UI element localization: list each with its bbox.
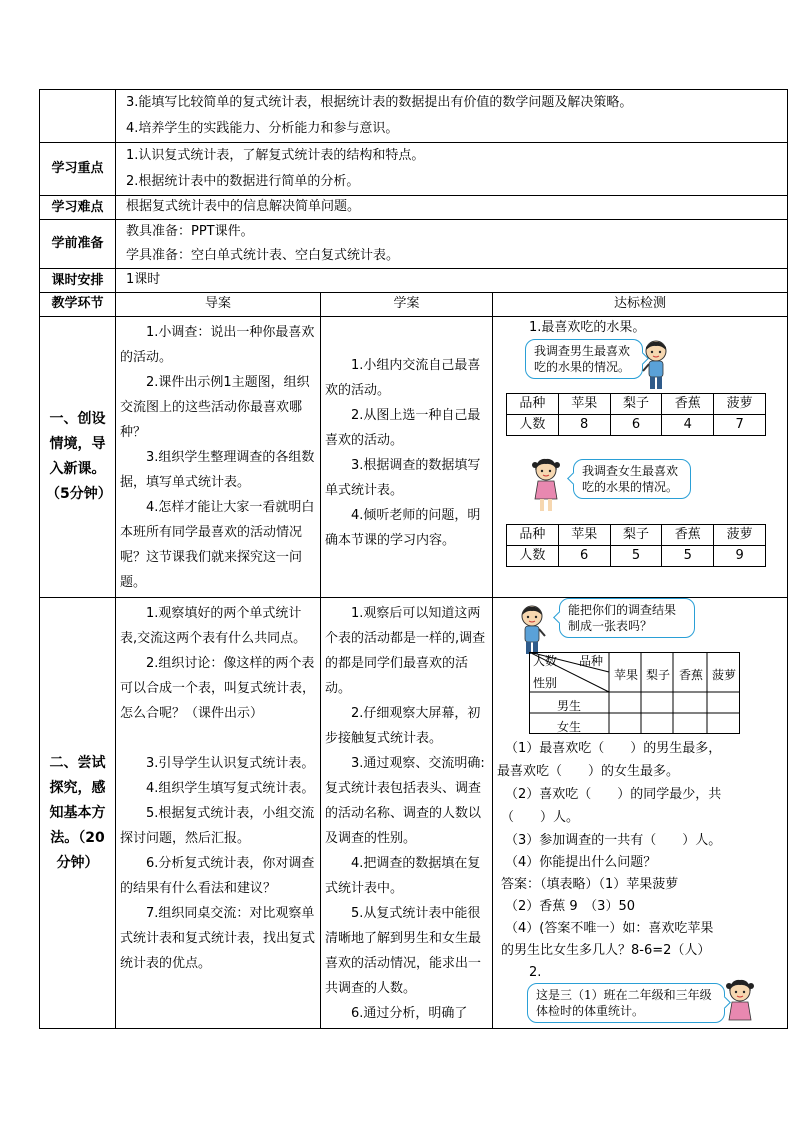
focus-line-1: 1.认识复式统计表，了解复式统计表的结构和特点。 xyxy=(126,148,425,163)
girl-table-row xyxy=(507,546,766,567)
boy-cell-0: 人数 xyxy=(507,415,559,436)
s2-study-6: 6.通过分析，明确了 xyxy=(351,1006,468,1021)
boy-cell-2: 6 xyxy=(610,415,662,436)
q1-title: 1.最喜欢吃的水果。 xyxy=(529,320,646,335)
header-stage: 教学环节 xyxy=(40,293,116,317)
combined-table xyxy=(529,652,740,734)
answer-line-1: 答案：（填表略）（1）苹果菠萝 xyxy=(501,877,679,892)
corner-bottom: 性别 xyxy=(533,676,558,690)
ask-bubble-text: 能把你们的调查结果制成一张表吗？ xyxy=(568,603,677,633)
s2-guide-3: 3.引导学生认识复式统计表。 xyxy=(146,756,315,771)
difficulty-text: 根据复式统计表中的信息解决简单问题。 xyxy=(116,196,788,220)
difficulty-label: 学习难点 xyxy=(40,196,116,220)
girl-cell-4: 9 xyxy=(714,546,766,567)
s2-guide-2: 2.组织讨论：像这样的两个表可以合成一个表，叫复式统计表，怎么合呢？（课件出示） xyxy=(120,656,316,721)
girl-fruit-table xyxy=(506,524,766,567)
answer-line-4: 的男生比女生多几人？8-6=2（人） xyxy=(501,943,711,958)
corner-mid: 人数 xyxy=(533,654,558,668)
boy-icon xyxy=(641,339,671,391)
boy-cell-3: 4 xyxy=(662,415,714,436)
ask-speech-bubble xyxy=(559,598,695,638)
prep-line-2: 学具准备：空白单式统计表、空白复式统计表。 xyxy=(126,248,400,263)
section-1-guide xyxy=(116,317,321,598)
girl-cell-0: 人数 xyxy=(507,546,559,567)
girl-head-0: 品种 xyxy=(507,525,559,546)
girl-bubble-text: 我调查女生最喜欢吃的水果的情况。 xyxy=(582,464,679,494)
prep-label: 学前准备 xyxy=(40,220,116,269)
boy-cell-1: 8 xyxy=(558,415,610,436)
boy-fruit-table xyxy=(506,393,766,436)
combo-fruit-1: 苹果 xyxy=(613,668,638,682)
objectives-cell xyxy=(116,90,788,143)
header-study: 学案 xyxy=(321,293,493,317)
question-line-3: （2）喜欢吃（ ）的同学最少，共 xyxy=(505,787,722,802)
question-line-1: （1）最喜欢吃（ ）的男生最多， xyxy=(505,741,722,756)
objective-3: 3.能填写比较简单的复式统计表，根据统计表的数据提出有价值的数学问题及解决策略。 xyxy=(126,95,633,110)
s2-guide-4: 4.组织学生填写复式统计表。 xyxy=(146,781,315,796)
section-2-check xyxy=(493,598,788,1029)
s2-study-4: 4.把调查的数据填在复式统计表中。 xyxy=(325,856,481,896)
focus-cell xyxy=(116,143,788,196)
combo-fruit-2: 梨子 xyxy=(645,668,670,682)
girl-head-1: 苹果 xyxy=(558,525,610,546)
section-1-study xyxy=(321,317,493,598)
section-1-row xyxy=(40,317,788,598)
focus-line-2: 2.根据统计表中的数据进行简单的分析。 xyxy=(126,174,360,189)
section-1-check xyxy=(493,317,788,598)
girl-head-2: 梨子 xyxy=(610,525,662,546)
question-line-5: （3）参加调查的一共有（ ）人。 xyxy=(505,833,722,848)
s1-guide-3: 3.组织学生整理调查的各组数据，填写单式统计表。 xyxy=(120,450,315,490)
answer-line-3: （4）(答案不唯一）如：喜欢吃苹果 xyxy=(505,921,714,936)
q2-label: 2. xyxy=(529,965,542,980)
boy-2-icon xyxy=(517,604,547,656)
s1-guide-2: 2.课件出示例1主题图，组织交流图上的这些活动你最喜欢哪种？ xyxy=(120,375,310,440)
section-2-guide xyxy=(116,598,321,1029)
section-1-title: 一、创设情境，导入新课。（5分钟） xyxy=(46,411,112,502)
section-2-study xyxy=(321,598,493,1029)
girl-table-head xyxy=(507,525,766,546)
boy-bubble-text: 我调查男生最喜欢吃的水果的情况。 xyxy=(534,344,631,374)
lesson-plan-table xyxy=(39,89,788,1029)
weight-bubble-text: 这是三（1）班在二年级和三年级体检时的体重统计。 xyxy=(536,988,712,1018)
time-label: 课时安排 xyxy=(40,269,116,293)
combo-row-girls: 女生 xyxy=(556,720,581,734)
difficulty-row xyxy=(40,196,788,220)
s1-study-1: 1.小组内交流自己最喜欢的活动。 xyxy=(325,358,481,398)
prep-cell xyxy=(116,220,788,269)
question-line-2: 最喜欢吃（ ）的女生最多。 xyxy=(497,764,680,779)
corner-top: 品种 xyxy=(579,654,604,668)
focus-label: 学习重点 xyxy=(40,143,116,196)
lesson-plan-page xyxy=(39,89,787,1029)
section-2-row xyxy=(40,598,788,1029)
s1-study-3: 3.根据调查的数据填写单式统计表。 xyxy=(325,458,481,498)
answer-line-2: （2）香蕉 9 （3）50 xyxy=(505,899,635,914)
girl-cell-3: 5 xyxy=(662,546,714,567)
time-row xyxy=(40,269,788,293)
s2-guide-6: 6.分析复式统计表，你对调查的结果有什么看法和建议？ xyxy=(120,856,315,896)
section-2-title-cell xyxy=(40,598,116,1029)
objective-4: 4.培养学生的实践能力、分析能力和参与意识。 xyxy=(126,121,399,136)
s1-study-4: 4.倾听老师的问题，明确本节课的学习内容。 xyxy=(325,508,481,548)
focus-row xyxy=(40,143,788,196)
question-line-4: （ ）人。 xyxy=(501,810,580,825)
header-row xyxy=(40,293,788,317)
boy-head-0: 品种 xyxy=(507,394,559,415)
boy-head-1: 苹果 xyxy=(558,394,610,415)
boy-head-3: 香蕉 xyxy=(662,394,714,415)
s2-study-1: 1.观察后可以知道这两个表的活动都是一样的,调查的都是同学们最喜欢的活动。 xyxy=(325,606,486,696)
section-1-title-cell xyxy=(40,317,116,598)
header-check: 达标检测 xyxy=(493,293,788,317)
boy-cell-4: 7 xyxy=(714,415,766,436)
girl-2-icon xyxy=(725,978,755,1022)
s1-study-2: 2.从图上选一种自己最喜欢的活动。 xyxy=(325,408,481,448)
girl-head-3: 香蕉 xyxy=(662,525,714,546)
girl-head-4: 菠萝 xyxy=(714,525,766,546)
boy-table-row xyxy=(507,415,766,436)
header-guide: 导案 xyxy=(116,293,321,317)
prep-row xyxy=(40,220,788,269)
girl-icon xyxy=(531,457,561,515)
girl-cell-1: 6 xyxy=(558,546,610,567)
objectives-label-cell xyxy=(40,90,116,143)
boy-head-4: 菠萝 xyxy=(714,394,766,415)
boy-head-2: 梨子 xyxy=(610,394,662,415)
s2-guide-1: 1.观察填好的两个单式统计表,交流这两个表有什么共同点。 xyxy=(120,606,307,646)
boy-table-head xyxy=(507,394,766,415)
section-2-title: 二、尝试探究，感知基本方法。（20分钟） xyxy=(49,754,106,871)
s1-guide-4: 4.怎样才能让大家一看就明白本班所有同学最喜欢的活动情况呢？这节课我们就来探究这一问题。 xyxy=(120,500,315,590)
girl-speech-bubble xyxy=(573,459,691,499)
weight-speech-bubble xyxy=(527,983,725,1023)
boy-speech-bubble xyxy=(525,339,643,379)
s2-guide-7: 7.组织同桌交流：对比观察单式统计表和复式统计表，找出复式统计表的优点。 xyxy=(120,906,316,971)
s2-guide-5: 5.根据复式统计表，小组交流探讨问题，然后汇报。 xyxy=(120,806,315,846)
question-line-6: （4）你能提出什么问题？ xyxy=(505,855,657,870)
objectives-row xyxy=(40,90,788,143)
combo-fruit-4: 菠萝 xyxy=(711,668,736,682)
s1-guide-1: 1.小调查：说出一种你最喜欢的活动。 xyxy=(120,325,315,365)
combo-row-boys: 男生 xyxy=(556,699,581,713)
girl-cell-2: 5 xyxy=(610,546,662,567)
time-text: 1课时 xyxy=(116,269,788,293)
prep-line-1: 教具准备：PPT课件。 xyxy=(126,224,254,239)
s2-study-5: 5.从复式统计表中能很清晰地了解到男生和女生最喜欢的活动情况，能求出一共调查的人数。 xyxy=(325,906,482,996)
s2-study-3: 3.通过观察、交流明确:复式统计表包括表头、调查的活动名称、调查的人数以及调查的性别。 xyxy=(325,756,485,846)
combo-fruit-3: 香蕉 xyxy=(678,668,703,682)
s2-study-2: 2.仔细观察大屏幕，初步接触复式统计表。 xyxy=(325,706,481,746)
